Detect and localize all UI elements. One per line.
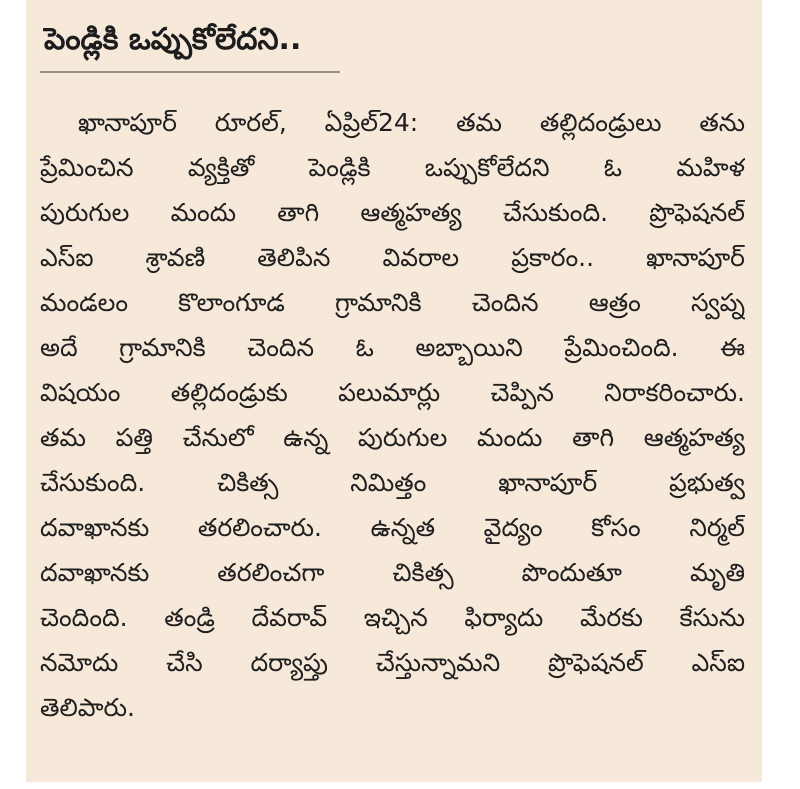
article-line: మండలం కొలాంగూడ గ్రామానికి చెందిన ఆత్రం స్వప్న [40,288,745,317]
headline-underline [40,71,340,73]
article-body [40,100,745,730]
article-line: పురుగుల మందు తాగి ఆత్మహత్య చేసుకుంది. ప్రొఫెషనల్ [40,198,745,227]
article-line: ఖానాపూర్ రూరల్, ఏప్రిల్24: తమ తల్లిదండ్రులు తను [78,108,745,137]
article-line: విషయం తల్లిదండ్రుకు పలుమార్లు చెప్పిన నిరాకరించారు. [40,378,745,407]
article-line: అదే గ్రామానికి చెందిన ఓ అబ్బాయిని ప్రేమించింది. ఈ [40,333,745,362]
article-line: తెలిపారు. [40,693,135,722]
article-line: దవాఖానకు తరలించారు. ఉన్నత వైద్యం కోసం నిర్మల్ [40,513,745,542]
article-line: నమోదు చేసి దర్యాప్తు చేస్తున్నామని ప్రొఫెషనల్ ఎస్ఐ [40,648,745,677]
article-line: చెందింది. తండ్రి దేవరావ్ ఇచ్చిన ఫిర్యాదు మేరకు కేసును [40,603,745,632]
article-headline: పెండ్లికి ఒప్పుకోలేదని.. [44,22,302,57]
article-line: ప్రేమించిన వ్యక్తితో పెండ్లికి ఒప్పుకోలేదని ఓ మహిళ [40,153,745,182]
article-line: తమ పత్తి చేనులో ఉన్న పురుగుల మందు తాగి ఆత్మహత్య [40,423,745,452]
article-line: చేసుకుంది. చికిత్స నిమిత్తం ఖానాపూర్ ప్రభుత్వ [40,468,745,497]
article-line: ఎస్ఐ శ్రావణి తెలిపిన వివరాల ప్రకారం.. ఖానాపూర్ [40,243,745,272]
article-line: దవాఖానకు తరలించగా చికిత్స పొందుతూ మృతి [40,558,745,587]
